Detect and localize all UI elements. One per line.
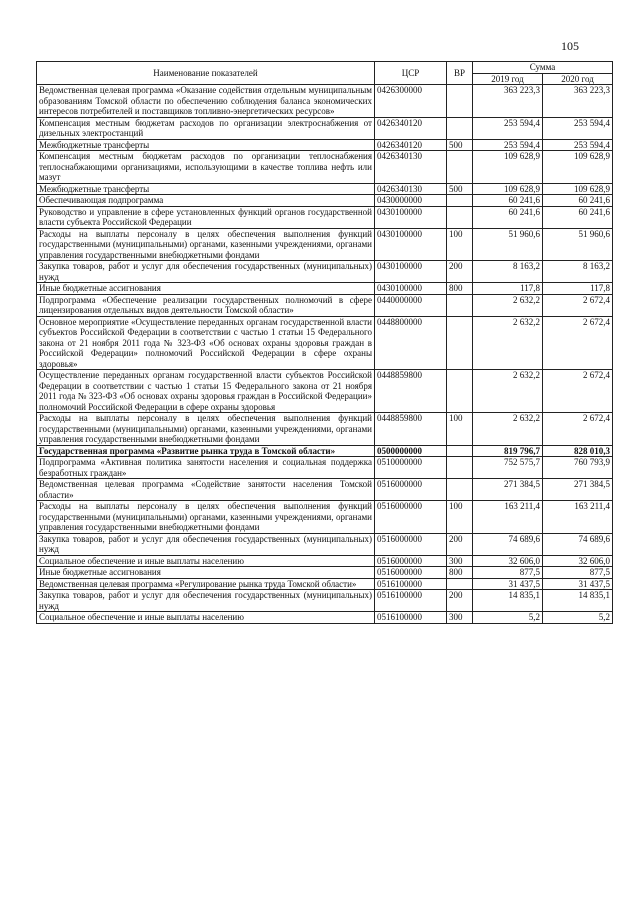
table-row: [37, 151, 613, 184]
row-vr: 800: [447, 567, 473, 579]
table-row: [37, 228, 613, 261]
table-row: [37, 457, 613, 479]
row-vr: 300: [447, 555, 473, 567]
row-code: 0430100000: [375, 283, 447, 295]
row-value-2020: 828 010,3: [543, 445, 613, 457]
row-value-2020: 253 594,4: [543, 117, 613, 139]
row-name: Государственная программа «Развитие рынка труда в Томской области»: [37, 445, 375, 457]
row-value-2019: 271 384,5: [473, 479, 543, 501]
row-name: Закупка товаров, работ и услуг для обеспечения государственных (муниципальных) нужд: [37, 590, 375, 612]
row-code: 0426340130: [375, 151, 447, 184]
row-value-2019: 2 632,2: [473, 413, 543, 446]
row-code: 0430100000: [375, 228, 447, 261]
row-value-2019: 109 628,9: [473, 183, 543, 195]
table-row: [37, 370, 613, 413]
row-code: 0516100000: [375, 612, 447, 624]
row-name: Ведомственная целевая программа «Содействие занятости населения Томской области»: [37, 479, 375, 501]
header-year-2: 2020 год: [543, 73, 613, 85]
row-code: 0430000000: [375, 195, 447, 207]
row-code: 0426340130: [375, 183, 447, 195]
row-value-2020: 877,5: [543, 567, 613, 579]
table-row: [37, 533, 613, 555]
header-sum: Сумма: [473, 62, 613, 74]
row-code: 0440000000: [375, 294, 447, 316]
row-name: Расходы на выплаты персоналу в целях обеспечения выполнения функций государственными (муниципальными) органами, казенными учреждениями, органами управления государственными внебюджетными фондами: [37, 413, 375, 446]
row-code: 0510000000: [375, 457, 447, 479]
row-vr: [447, 85, 473, 118]
row-value-2020: 5,2: [543, 612, 613, 624]
row-name: Социальное обеспечение и иные выплаты населению: [37, 612, 375, 624]
page-number: 105: [561, 39, 579, 53]
row-value-2019: 363 223,3: [473, 85, 543, 118]
row-value-2019: 253 594,4: [473, 117, 543, 139]
table-row: [37, 590, 613, 612]
row-vr: 800: [447, 283, 473, 295]
row-name: Обеспечивающая подпрограмма: [37, 195, 375, 207]
row-value-2019: 60 241,6: [473, 195, 543, 207]
row-vr: [447, 316, 473, 370]
row-value-2019: 60 241,6: [473, 206, 543, 228]
row-vr: 200: [447, 261, 473, 283]
row-value-2020: 74 689,6: [543, 533, 613, 555]
row-vr: [447, 195, 473, 207]
row-code: 0426340120: [375, 139, 447, 151]
row-vr: 100: [447, 228, 473, 261]
row-value-2019: 31 437,5: [473, 578, 543, 590]
row-vr: 100: [447, 413, 473, 446]
row-code: 0426340120: [375, 117, 447, 139]
row-code: 0516000000: [375, 501, 447, 534]
row-value-2019: 2 632,2: [473, 316, 543, 370]
table-row: [37, 413, 613, 446]
table-row: [37, 206, 613, 228]
row-code: 0516000000: [375, 555, 447, 567]
row-value-2019: 117,8: [473, 283, 543, 295]
row-value-2020: 117,8: [543, 283, 613, 295]
row-code: 0430100000: [375, 206, 447, 228]
row-name: Закупка товаров, работ и услуг для обеспечения государственных (муниципальных) нужд: [37, 261, 375, 283]
row-value-2020: 253 594,4: [543, 139, 613, 151]
table-body: [37, 85, 613, 624]
table-row: [37, 283, 613, 295]
table-row: [37, 555, 613, 567]
row-vr: 500: [447, 183, 473, 195]
row-name: Компенсация местным бюджетам расходов по организации теплоснабжения теплоснабжающими организациями, использующими в качестве топлива нефть или мазут: [37, 151, 375, 184]
row-value-2019: 109 628,9: [473, 151, 543, 184]
row-code: 0516000000: [375, 533, 447, 555]
row-code: 0516100000: [375, 578, 447, 590]
table-row: [37, 612, 613, 624]
row-vr: [447, 479, 473, 501]
table-row: [37, 567, 613, 579]
row-vr: [447, 578, 473, 590]
row-value-2019: 32 606,0: [473, 555, 543, 567]
row-code: 0448859800: [375, 413, 447, 446]
row-value-2019: 877,5: [473, 567, 543, 579]
table-row: [37, 294, 613, 316]
row-value-2019: 14 835,1: [473, 590, 543, 612]
row-name: Компенсация местным бюджетам расходов по организации электроснабжения от дизельных электростанций: [37, 117, 375, 139]
row-name: Расходы на выплаты персоналу в целях обеспечения выполнения функций государственными (муниципальными) органами, казенными учреждениями, органами управления государственными внебюджетными фондами: [37, 228, 375, 261]
row-value-2020: 8 163,2: [543, 261, 613, 283]
row-vr: [447, 151, 473, 184]
header-vr: ВР: [447, 62, 473, 85]
row-vr: 200: [447, 590, 473, 612]
row-value-2020: 60 241,6: [543, 206, 613, 228]
row-name: Закупка товаров, работ и услуг для обеспечения государственных (муниципальных) нужд: [37, 533, 375, 555]
table-row: [37, 139, 613, 151]
row-vr: [447, 294, 473, 316]
row-value-2020: 2 672,4: [543, 316, 613, 370]
row-name: Иные бюджетные ассигнования: [37, 567, 375, 579]
header-code: ЦСР: [375, 62, 447, 85]
row-name: Расходы на выплаты персоналу в целях обеспечения выполнения функций государственными (муниципальными) органами, казенными учреждениями, органами управления государственными внебюджетными фондами: [37, 501, 375, 534]
row-code: 0516000000: [375, 567, 447, 579]
header-name: Наименование показателей: [37, 62, 375, 85]
row-value-2020: 760 793,9: [543, 457, 613, 479]
row-value-2019: 819 796,7: [473, 445, 543, 457]
table-row: [37, 578, 613, 590]
row-value-2020: 109 628,9: [543, 183, 613, 195]
row-value-2020: 271 384,5: [543, 479, 613, 501]
row-vr: [447, 457, 473, 479]
row-value-2020: 109 628,9: [543, 151, 613, 184]
row-vr: 300: [447, 612, 473, 624]
row-value-2020: 2 672,4: [543, 294, 613, 316]
row-value-2019: 5,2: [473, 612, 543, 624]
row-name: Осуществление переданных органам государственной власти субъектов Российской Федерации в соответствии с частью 1 статьи 15 Федерального закона от 21 ноября 2011 года № 323-ФЗ «Об основах охраны здоровья граждан в Российской Федерации» полномочий Российской Федерации в сфере охраны здоровья: [37, 370, 375, 413]
row-name: Основное мероприятие «Осуществление переданных органам государственной власти субъектов Российской Федерации в соответствии с частью 1 статьи 15 Федерального закона от 21 ноября 2011 года № 323-ФЗ «Об основах охраны здоровья граждан в Российской Федерации» полномочий Российской Федерации в сфере охраны здоровья»: [37, 316, 375, 370]
row-vr: 200: [447, 533, 473, 555]
row-value-2019: 8 163,2: [473, 261, 543, 283]
row-name: Социальное обеспечение и иные выплаты населению: [37, 555, 375, 567]
table-row: [37, 195, 613, 207]
row-value-2020: 31 437,5: [543, 578, 613, 590]
row-value-2019: 253 594,4: [473, 139, 543, 151]
row-value-2019: 74 689,6: [473, 533, 543, 555]
row-value-2020: 2 672,4: [543, 413, 613, 446]
row-value-2019: 2 632,2: [473, 294, 543, 316]
table-row: [37, 479, 613, 501]
row-name: Межбюджетные трансферты: [37, 183, 375, 195]
table-row: [37, 261, 613, 283]
budget-table: [36, 61, 613, 624]
row-name: Ведомственная целевая программа «Оказание содействия отдельным муниципальным образованиям Томской области по обеспечению соблюдения баланса экономических интересов потребителей и поставщиков топливно-энергетических ресурсов»: [37, 85, 375, 118]
row-value-2019: 2 632,2: [473, 370, 543, 413]
row-vr: [447, 445, 473, 457]
row-vr: [447, 117, 473, 139]
row-value-2019: 163 211,4: [473, 501, 543, 534]
table-row: [37, 501, 613, 534]
row-name: Ведомственная целевая программа «Регулирование рынка труда Томской области»: [37, 578, 375, 590]
row-value-2019: 752 575,7: [473, 457, 543, 479]
table-row: [37, 85, 613, 118]
row-value-2020: 60 241,6: [543, 195, 613, 207]
row-code: 0448859800: [375, 370, 447, 413]
row-vr: [447, 370, 473, 413]
row-value-2020: 163 211,4: [543, 501, 613, 534]
row-code: 0448800000: [375, 316, 447, 370]
row-value-2020: 14 835,1: [543, 590, 613, 612]
row-name: Межбюджетные трансферты: [37, 139, 375, 151]
row-name: Руководство и управление в сфере установленных функций органов государственной власти субъекта Российской Федерации: [37, 206, 375, 228]
row-value-2020: 363 223,3: [543, 85, 613, 118]
table-row: [37, 316, 613, 370]
row-name: Иные бюджетные ассигнования: [37, 283, 375, 295]
header-year-1: 2019 год: [473, 73, 543, 85]
row-code: 0430100000: [375, 261, 447, 283]
table-row: [37, 117, 613, 139]
row-name: Подпрограмма «Активная политика занятости населения и социальная поддержка безработных граждан»: [37, 457, 375, 479]
row-code: 0516100000: [375, 590, 447, 612]
row-code: 0516000000: [375, 479, 447, 501]
row-vr: 500: [447, 139, 473, 151]
row-value-2020: 51 960,6: [543, 228, 613, 261]
table-row: [37, 445, 613, 457]
table-row: [37, 183, 613, 195]
row-code: 0500000000: [375, 445, 447, 457]
row-vr: [447, 206, 473, 228]
row-value-2020: 32 606,0: [543, 555, 613, 567]
row-name: Подпрограмма «Обеспечение реализации государственных полномочий в сфере лицензирования отдельных видов деятельности Томской области»: [37, 294, 375, 316]
row-vr: 100: [447, 501, 473, 534]
row-value-2020: 2 672,4: [543, 370, 613, 413]
row-value-2019: 51 960,6: [473, 228, 543, 261]
row-code: 0426300000: [375, 85, 447, 118]
